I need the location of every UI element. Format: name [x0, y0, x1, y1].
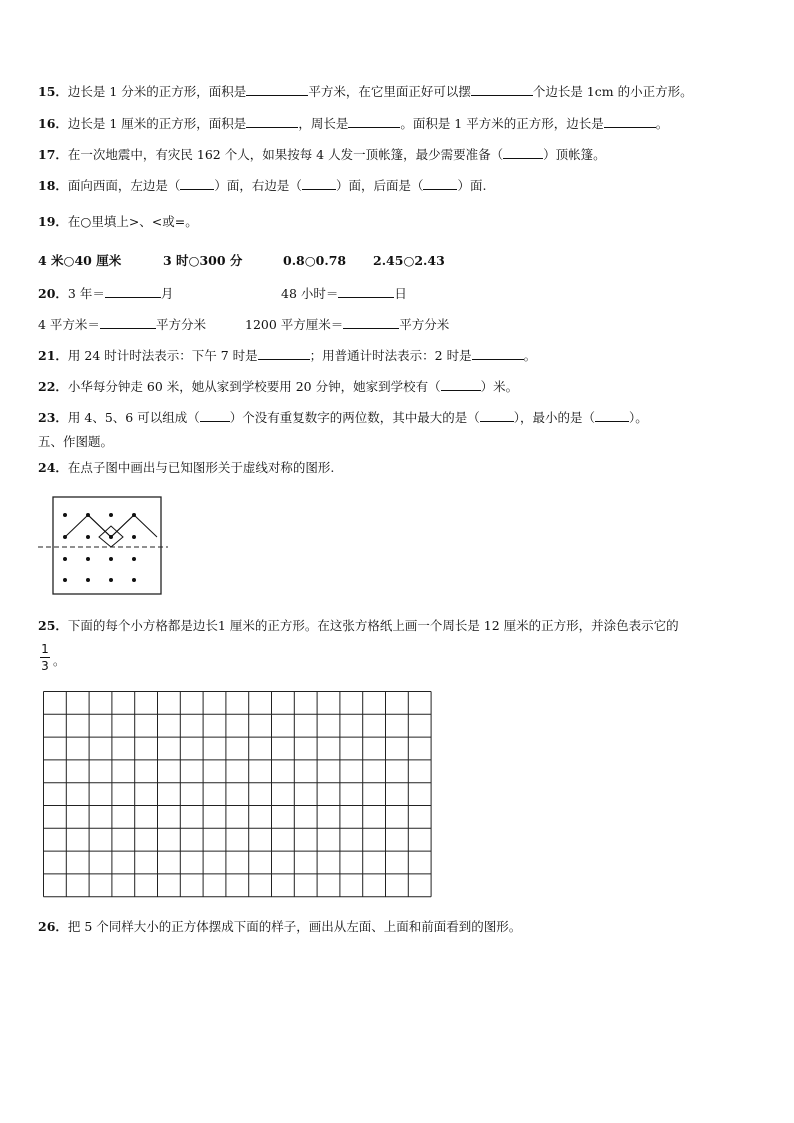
question-20-c	[38, 316, 206, 333]
answer-blank[interactable]	[180, 177, 214, 190]
question-text: ）面，后面是（	[335, 178, 424, 193]
question-text: 把 5 个同样大小的正方体摆成下面的样子，画出从左面、上面和前面看到的图形。	[67, 919, 522, 934]
dot-grid-frame	[53, 497, 161, 594]
answer-blank[interactable]	[423, 177, 457, 190]
question-number: 22．	[38, 379, 68, 394]
dot	[109, 557, 113, 561]
question-text: 边长是 1 厘米的正方形，面积是	[67, 116, 247, 131]
question-text: ）。	[629, 410, 648, 425]
question-text: 边长是 1 分米的正方形，面积是	[67, 84, 247, 99]
dot	[132, 557, 136, 561]
answer-blank[interactable]	[338, 285, 394, 298]
question-18	[38, 177, 486, 194]
answer-blank[interactable]	[503, 146, 543, 159]
question-16	[38, 115, 668, 132]
question-15	[38, 83, 693, 100]
question-text: ）米。	[480, 379, 519, 394]
question-number: 20．	[38, 286, 68, 301]
question-22	[38, 378, 518, 395]
question-text: ）个没有重复数字的两位数，其中最大的是（	[229, 410, 480, 425]
question-number: 21．	[38, 348, 68, 363]
question-text: 。	[655, 116, 669, 131]
dot	[63, 578, 67, 582]
answer-blank[interactable]	[472, 347, 524, 360]
dot	[86, 578, 90, 582]
question-text: 个边长是 1cm 的小正方形。	[532, 84, 693, 99]
question-text: 用 24 时计时法表示：下午 7 时是	[67, 348, 258, 363]
question-text: 48 小时＝	[281, 286, 339, 301]
answer-blank[interactable]	[343, 316, 399, 329]
dot	[132, 535, 136, 539]
fraction-denominator: 3	[41, 659, 49, 673]
question-text: 下面的每个小方格都是边长1 厘米的正方形。在这张方格纸上画一个周长是 12 厘米的正方形，并涂色表示它的	[67, 618, 679, 633]
question-26	[38, 919, 521, 935]
question-text: 。面积是 1 平方米的正方形，边长是	[400, 116, 604, 131]
question-text: 。	[53, 654, 66, 668]
dot	[109, 578, 113, 582]
answer-blank[interactable]	[246, 83, 308, 96]
question-text: 平方分米	[155, 317, 206, 332]
question-text: 面向西面，左边是（	[67, 178, 181, 193]
question-text: 用 4、5、6 可以组成（	[67, 410, 200, 425]
answer-blank[interactable]	[441, 378, 481, 391]
section-heading: 五、作图题。	[38, 434, 114, 449]
question-number: 17．	[38, 147, 68, 162]
fraction-numerator: 1	[41, 642, 49, 656]
dot	[86, 535, 90, 539]
question-number: 19．	[38, 214, 68, 229]
question-text: ）顶帐篷。	[543, 147, 606, 162]
question-text: 平方米，在它里面正好可以摆	[308, 84, 471, 99]
question-text: ），最小的是（	[513, 410, 595, 425]
question-text: 3 年＝	[67, 286, 105, 301]
dot	[109, 513, 113, 517]
answer-blank[interactable]	[480, 409, 514, 422]
question-number: 23．	[38, 410, 68, 425]
question-number: 26．	[38, 919, 68, 934]
question-text: ；用普通计时法表示：2 时是	[309, 348, 472, 363]
answer-blank[interactable]	[348, 115, 400, 128]
question-text: 月	[160, 286, 174, 301]
question-text: ）面，右边是（	[214, 178, 302, 193]
question-number: 25．	[38, 618, 68, 633]
answer-blank[interactable]	[258, 347, 310, 360]
fraction	[40, 642, 50, 673]
compare-item: 0.8○0.78	[283, 253, 347, 268]
question-text: 在点子图中画出与已知图形关于虚线对称的图形.	[67, 460, 335, 475]
dot	[63, 513, 67, 517]
question-23	[38, 409, 648, 426]
answer-blank[interactable]	[302, 177, 336, 190]
question-19	[38, 214, 198, 230]
compare-item: 4 米○40 厘米	[38, 253, 122, 268]
question-text: 1200 平方厘米＝	[245, 317, 344, 332]
answer-blank[interactable]	[105, 285, 161, 298]
dot	[132, 578, 136, 582]
square-grid[interactable]	[43, 691, 432, 903]
question-text: 在○里填上>、<或=。	[67, 214, 198, 229]
given-shape-line	[111, 515, 134, 537]
question-21	[38, 347, 536, 364]
question-text: 平方分米	[399, 317, 450, 332]
answer-blank[interactable]	[100, 316, 156, 329]
question-number: 16．	[38, 116, 68, 131]
compare-item: 3 时○300 分	[163, 253, 243, 268]
question-text: 在一次地震中，有灾民 162 个人，如果按每 4 人发一顶帐篷，最少需要准备（	[67, 147, 504, 162]
answer-blank[interactable]	[604, 115, 656, 128]
question-text: 。	[523, 348, 537, 363]
question-text: 4 平方米＝	[38, 317, 100, 332]
dot-grid-figure[interactable]	[38, 496, 168, 596]
question-20-b	[281, 285, 407, 302]
question-17	[38, 146, 606, 163]
dot	[63, 557, 67, 561]
answer-blank[interactable]	[246, 115, 298, 128]
answer-blank[interactable]	[595, 409, 629, 422]
compare-item: 2.45○2.43	[373, 253, 445, 268]
question-number: 18．	[38, 178, 68, 193]
answer-blank[interactable]	[200, 409, 230, 422]
fraction-bar	[40, 657, 50, 658]
question-text: 日	[394, 286, 407, 301]
answer-blank[interactable]	[471, 83, 533, 96]
given-shape-line	[88, 515, 111, 537]
question-24	[38, 460, 334, 476]
question-25	[38, 618, 679, 634]
question-text: ，周长是	[298, 116, 349, 131]
question-20-d	[245, 316, 449, 333]
dot	[86, 557, 90, 561]
question-number: 15．	[38, 84, 68, 99]
question-text: 小华每分钟走 60 米，她从家到学校要用 20 分钟，她家到学校有（	[67, 379, 441, 394]
question-number: 24．	[38, 460, 68, 475]
question-20	[38, 285, 173, 302]
question-text: ）面.	[457, 178, 487, 193]
